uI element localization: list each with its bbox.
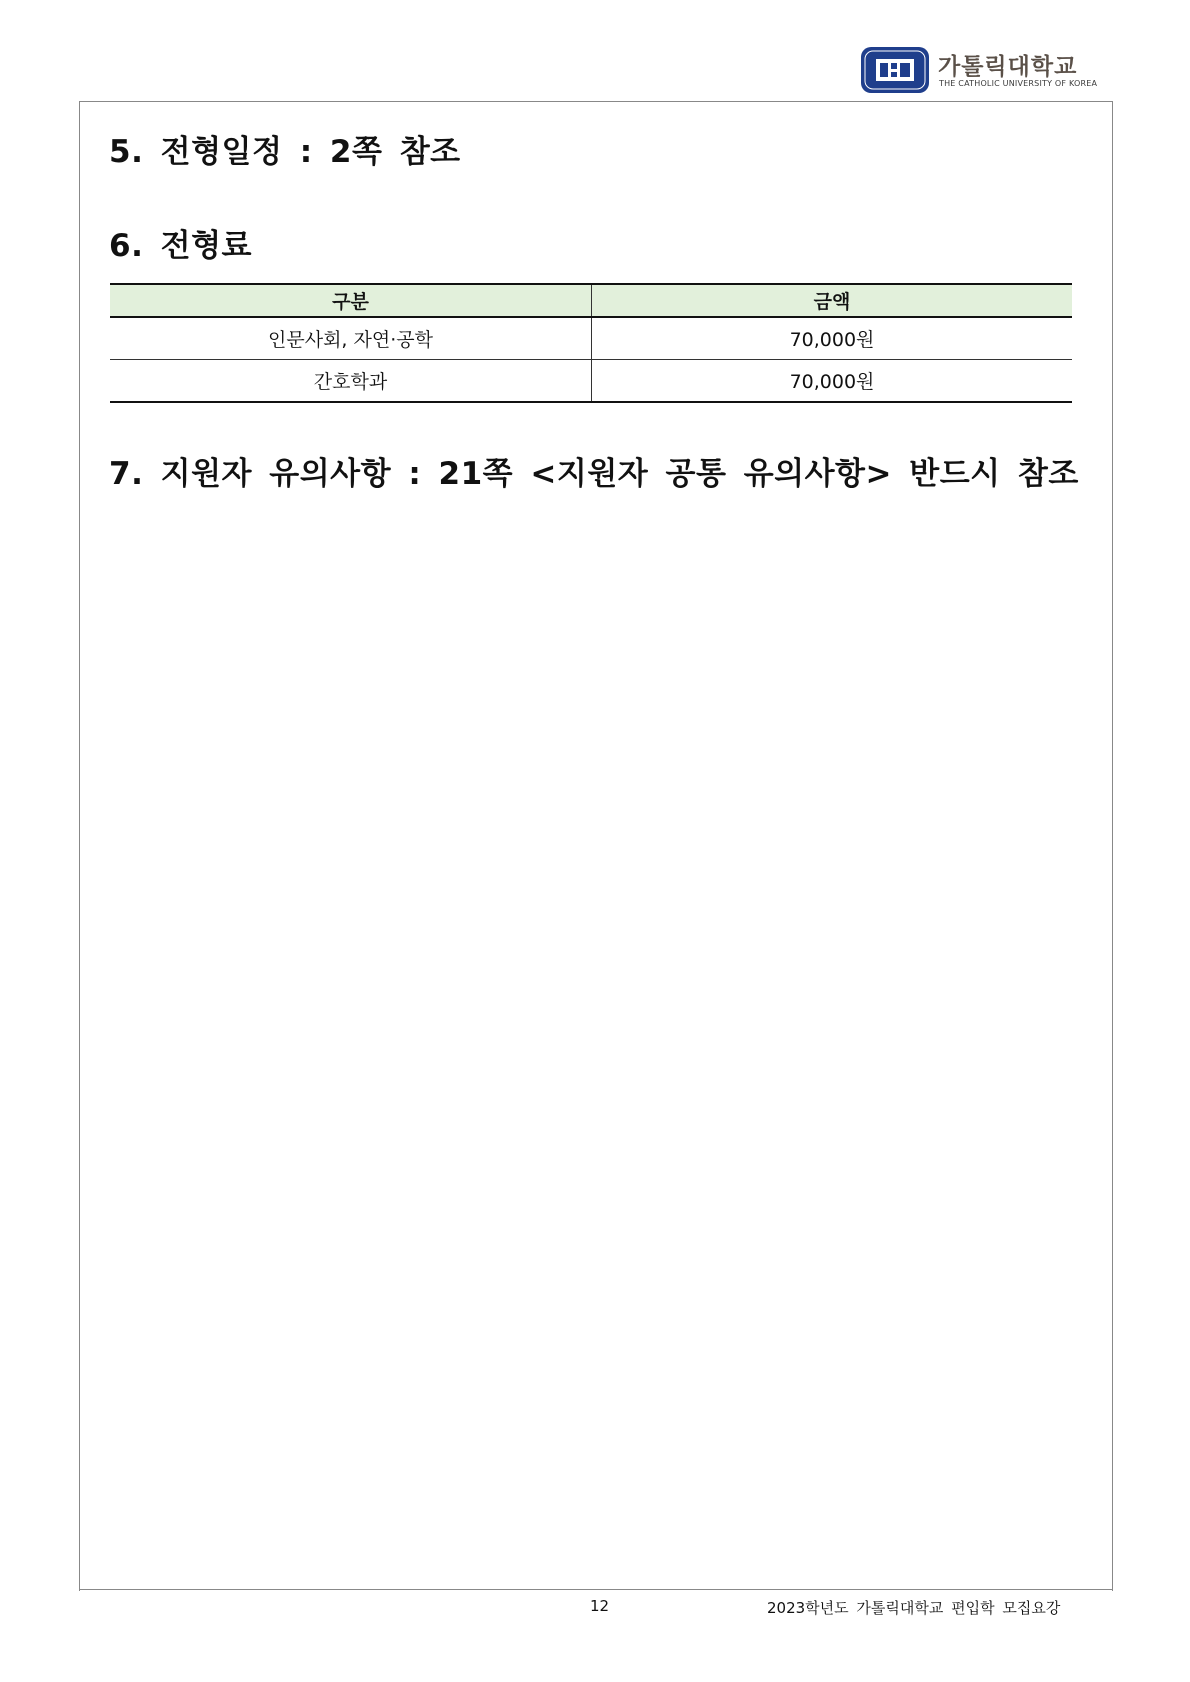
logo-korean-name: 가톨릭대학교 <box>938 54 1078 80</box>
section-5-heading: 5. 전형일정 : 2쪽 참조 <box>109 134 461 170</box>
fee-category-cell: 인문사회, 자연·공학 <box>110 317 592 360</box>
table-header-row <box>110 284 1072 317</box>
university-logo <box>860 46 1098 98</box>
university-seal-icon <box>860 46 930 94</box>
logo-english-name: THE CATHOLIC UNIVERSITY OF KOREA <box>939 79 1098 88</box>
section-7-heading: 7. 지원자 유의사항 : 21쪽 <지원자 공통 유의사항> 반드시 참조 <box>109 456 1079 492</box>
fee-amount-cell: 70,000원 <box>592 360 1073 403</box>
table-row <box>110 317 1072 360</box>
section-6-heading: 6. 전형료 <box>109 228 252 264</box>
table-row <box>110 360 1072 403</box>
fee-amount-cell: 70,000원 <box>592 317 1073 360</box>
page-frame-bottom-rule <box>79 1589 1113 1590</box>
application-fee-table <box>110 283 1072 403</box>
fee-category-cell: 간호학과 <box>110 360 592 403</box>
page-number: 12 <box>590 1597 610 1615</box>
column-header-category: 구분 <box>110 284 592 317</box>
column-header-amount: 금액 <box>592 284 1073 317</box>
footer-document-title: 2023학년도 가톨릭대학교 편입학 모집요강 <box>767 1599 1061 1617</box>
